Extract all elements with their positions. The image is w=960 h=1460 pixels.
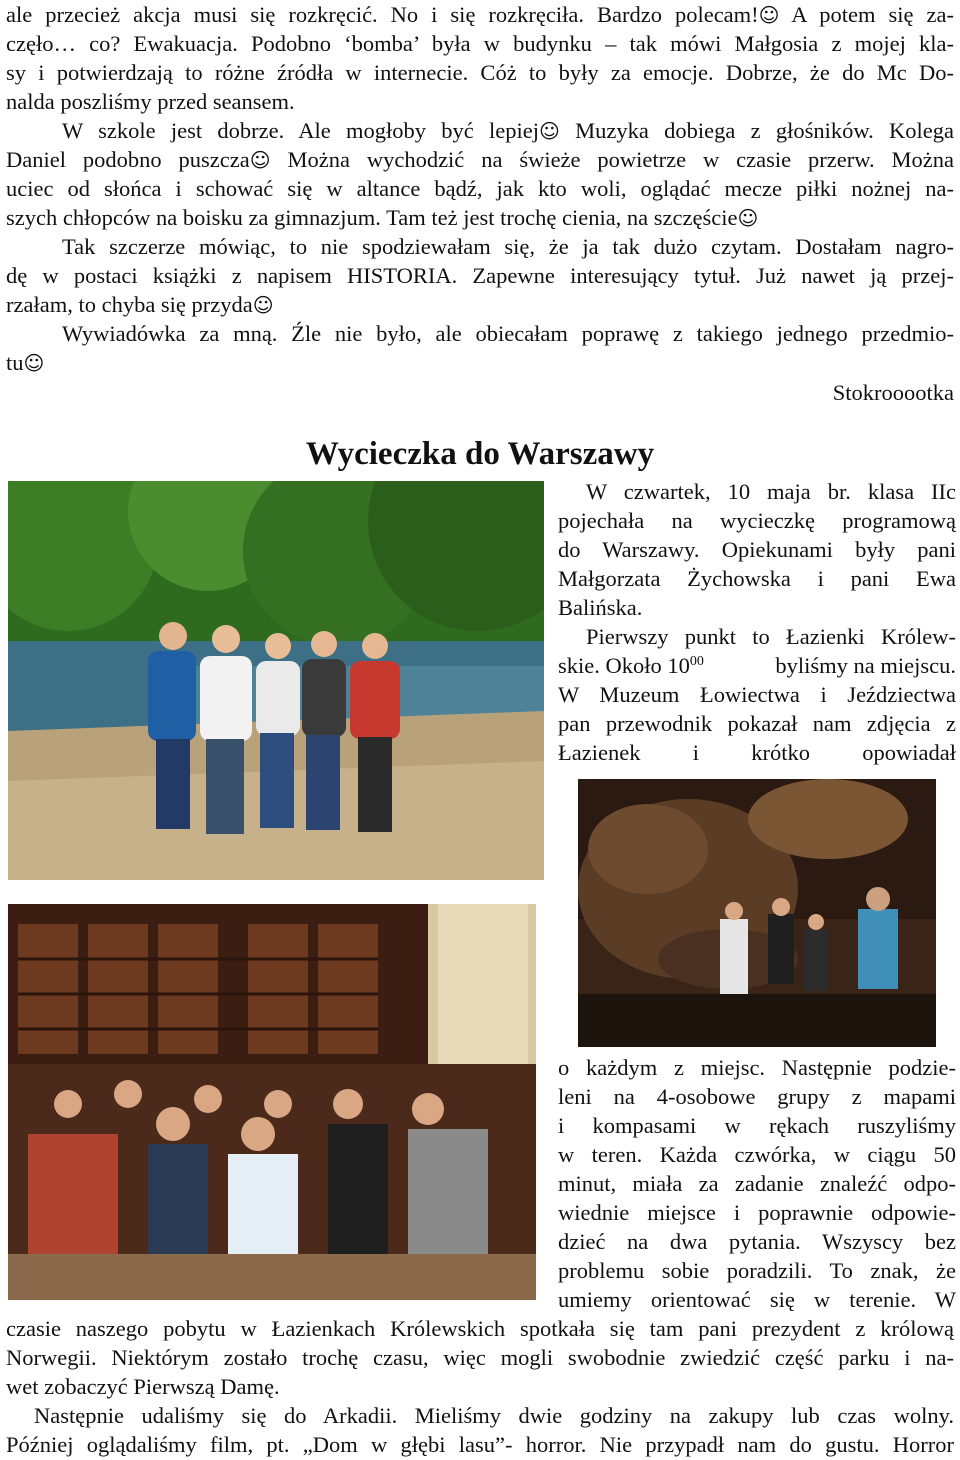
photo-group-by-lake (8, 481, 544, 880)
intro-line: uciec od słońca i schować się w altance bądź, jak kto woli, oglądać mecze piłki nożnej na- (6, 176, 954, 201)
intro-line: szych chłopców na boisku za gimnazjum. Tam też jest trochę cienia, na szczęście☺ (6, 205, 759, 230)
intro-line: W szkole jest dobrze. Ale mogłoby być lepiej☺ Muzyka dobiega z głośników. Kolega (62, 118, 954, 143)
article-col2-line: i kompasami w rękach ruszyliśmy (558, 1113, 956, 1138)
signature: Stokrooootka (832, 380, 954, 405)
article-col1-line: W czwartek, 10 maja br. klasa IIc (586, 479, 956, 504)
time-text: skie. Około $10^{00}$ (558, 653, 704, 678)
article-col1-line: W Muzeum Łowiectwa i Jeździectwa (558, 682, 956, 707)
article-col1-line: pan przewodnik pokazał nam zdjęcia z (558, 711, 956, 736)
article-bottom-line: wet zobaczyć Pierwszą Damę. (6, 1374, 280, 1399)
article-col1-line (558, 651, 956, 680)
article-bottom-line: Później oglądaliśmy film, pt. „Dom w głębi lasu”- horror. Nie przypadł nam do gustu. Horror (6, 1432, 954, 1457)
article-col2-line: wiednie miejsce i poprawnie odpowie- (558, 1200, 956, 1225)
article-col1-line: Łazienek i krótko opowiadał (558, 740, 956, 765)
intro-line: dę w postaci książki z napisem HISTORIA. Zapewne interesujący tytuł. Już nawet ją przej- (6, 263, 954, 288)
article-col1-line: do Warszawy. Opiekunami były pani (558, 537, 956, 562)
photo-library-group (8, 904, 536, 1300)
article-col1-line: pojechała na wycieczkę programową (558, 508, 956, 533)
photo-museum-hall (578, 779, 936, 1047)
article-col2-line: umiemy orientować się w terenie. W (558, 1287, 956, 1312)
smiley-icon: ☺ (252, 293, 274, 317)
intro-line: nalda poszliśmy przed seansem. (6, 89, 295, 114)
intro-line: Tak szczerze mówiąc, to nie spodziewałam się, że ja tak dużo czytam. Dostałam nagro- (62, 234, 954, 259)
smiley-icon: ☺ (23, 351, 45, 375)
time-tail: byliśmy na miejscu. (775, 653, 956, 678)
smiley-icon: ☺ (758, 3, 780, 27)
intro-line: Wywiadówka za mną. Źle nie było, ale obiecałam poprawę z takiego jednego przedmio- (62, 321, 954, 346)
intro-line: częło… co? Ewakuacja. Podobno ‘bomba’ była w budynku – tak mówi Małgosia z mojej kla- (6, 31, 954, 56)
intro-line: ale przecież akcja musi się rozkręcić. No i się rozkręciła. Bardzo polecam!☺ A potem się za- (6, 2, 955, 27)
article-col2-line: o każdym z miejsc. Następnie podzie- (558, 1055, 956, 1080)
smiley-icon: ☺ (538, 119, 560, 143)
intro-line: Daniel podobno puszcza☺ Można wychodzić na świeże powietrze w czasie przerw. Można (6, 147, 954, 172)
article-bottom-line: Norwegii. Niektórym zostało trochę czasu, więc mogli swobodnie zwiedzić część parku i na- (6, 1345, 954, 1370)
article-col1-line: Balińska. (558, 595, 643, 620)
intro-line: sy i potwierdzają to różne źródła w internecie. Cóż to były za emocje. Dobrze, że do Mc Do- (6, 60, 954, 85)
article-col2-line: leni na 4-osobowe grupy z mapami (558, 1084, 956, 1109)
article-col2-line: minut, miała za zadanie znaleźć odpo- (558, 1171, 956, 1196)
intro-line: tu☺ (6, 350, 45, 375)
article-bottom-line: Następnie udaliśmy się do Arkadii. Mieliśmy dwie godziny na zakupy lub czas wolny. (34, 1403, 954, 1428)
article-col1-line: Pierwszy punkt to Łazienki Królew- (586, 624, 956, 649)
article-bottom-line: czasie naszego pobytu w Łazienkach Królewskich spotkała się tam pani prezydent z królową (6, 1316, 954, 1341)
article-col1-line: Małgorzata Żychowska i pani Ewa (558, 566, 956, 591)
time-superscript: 00 (689, 654, 704, 669)
intro-line: rzałam, to chyba się przyda☺ (6, 292, 274, 317)
article-col2-line: w teren. Każda czwórka, w ciągu 50 (558, 1142, 956, 1167)
smiley-icon: ☺ (249, 148, 271, 172)
smiley-icon: ☺ (737, 206, 759, 230)
article-title: Wycieczka do Warszawy (305, 436, 655, 472)
article-col2-line: dzieć na dwa pytania. Wszyscy bez (558, 1229, 956, 1254)
article-col2-line: problemu sobie poradzili. To znak, że (558, 1258, 956, 1283)
